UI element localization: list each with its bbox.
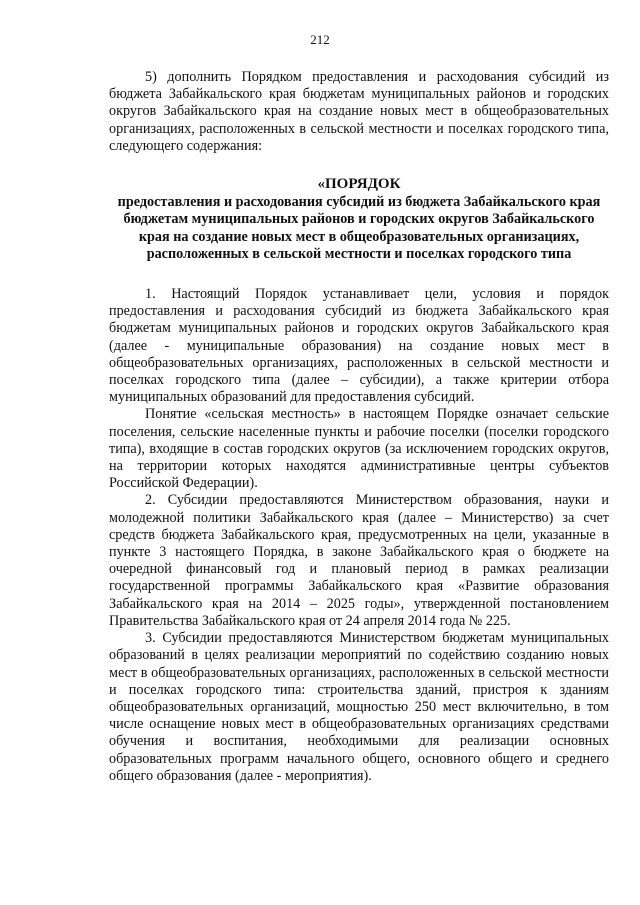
paragraph-4: 3. Субсидии предоставляются Министерством бюджетам муниципальных образований в целях реализации мероприятий по содействию созданию новых мест в общеобразовательных организациях, расположенных в сельской местности и поселках городского типа: строительства зданий, пристроя к зданиям общеобразовательных организаций, мощностью 250 мест включительно, в том числе оснащение новых мест в общеобразовательных организациях средствами обучения и воспитания, необходимыми для реализации основных образовательных программ начального общего, основного общего и среднего общего образования (далее - мероприятия).: [109, 630, 609, 784]
intro-paragraph: 5) дополнить Порядком предоставления и расходования субсидий из бюджета Забайкальского края бюджетам муниципальных районов и городских округов Забайкальского края на создание новых мест в общеобразовательных организациях, расположенных в сельской местности и поселках городского типа, следующего содержания:: [109, 69, 609, 154]
paragraph-2: Понятие «сельская местность» в настоящем Порядке означает сельские поселения, сельские населенные пункты и рабочие поселки (поселки городского типа), входящие в состав городских округов (за исключением городских округов, на территории которых находятся административные центры субъектов Российской Федерации).: [109, 406, 609, 492]
paragraph-3: 2. Субсидии предоставляются Министерством образования, науки и молодежной политики Забайкальского края (далее – Министерство) за счет средств бюджета Забайкальского края, предусмотренных на цели, указанные в пункте 3 настоящего Порядка, в законе Забайкальского края о бюджете на очередной финансовый год и плановый период в рамках реализации государственной программы Забайкальского края «Развитие образования Забайкальского края на 2014 – 2025 годы», утвержденной постановлением Правительства Забайкальского края от 24 апреля 2014 года № 225.: [109, 492, 609, 629]
paragraph-1: 1. Настоящий Порядок устанавливает цели, условия и порядок предоставления и расходования субсидий из бюджета Забайкальского края бюджетам муниципальных районов и городских округов Забайкальского края (далее - муниципальные образования) на создание новых мест в общеобразовательных организациях, расположенных в сельской местности и поселках городского типа (далее – субсидии), а также критерии отбора муниципальных образований для предоставления субсидий.: [109, 286, 609, 406]
page-number: 212: [310, 32, 330, 47]
document-body: [109, 69, 609, 785]
document-title: «ПОРЯДОК: [317, 176, 401, 193]
document-subtitle: предоставления и расходования субсидий из бюджета Забайкальского края бюджетам муниципальных районов и городских округов Забайкальского края на создание новых мест в общеобразовательных организациях, расположенных в сельской местности и поселках городского типа: [117, 194, 601, 262]
section-title-block: [109, 176, 609, 263]
